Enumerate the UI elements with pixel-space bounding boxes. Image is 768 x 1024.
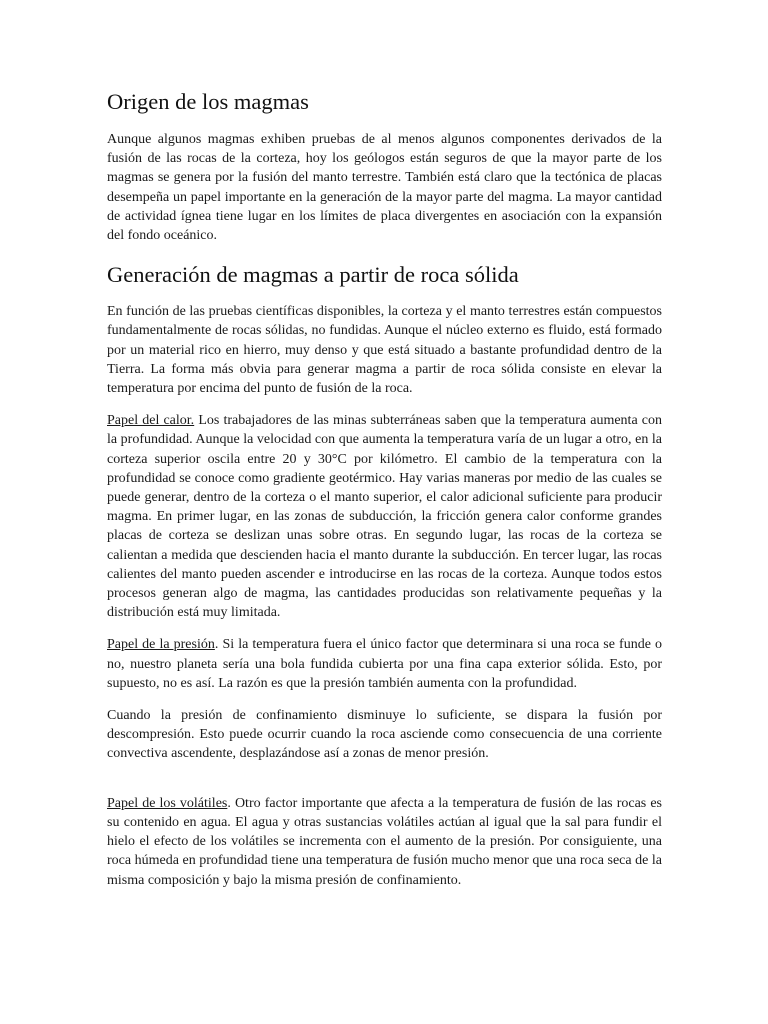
paragraph-intro: En función de las pruebas científicas disponibles, la corteza y el manto terrestres están compuestos fundamentalmente de rocas sólidas, no fundidas. Aunque el núcleo externo es fluido, está formado por un material rico en hierro, muy denso y que está situado a bastante profundidad dentro de la Tierra. La forma más obvia para generar magma a partir de roca sólida consiste en elevar la temperatura por encima del punto de fusión de la roca.: [107, 304, 662, 397]
label-papel-volatiles: Papel de los volátiles: [107, 795, 228, 811]
label-papel-presion: Papel de la presión: [107, 637, 215, 653]
document-page: [107, 88, 662, 890]
paragraph-papel-presion: [107, 635, 662, 693]
paragraph-papel-calor: [107, 411, 662, 622]
text-papel-volatiles: . Otro factor importante que afecta a la temperatura de fusión de las rocas es su contenido en agua. El agua y otras sustancias volátiles actúan al igual que la sal para fundir el hielo el efecto de los volátiles se incrementa con el aumento de la presión. Por consiguiente, una roca húmeda en profundidad tiene una temperatura de fusión mucho menor que una roca seca de la misma composición y bajo la misma presión de confinamiento.: [107, 795, 663, 888]
label-papel-calor: Papel del calor.: [107, 413, 195, 429]
text-papel-presion: . Si la temperatura fuera el único factor que determinara si una roca se funde o no, nuestro planeta sería una bola fundida cubierta por una fina capa exterior sólida. Esto, por supuesto, no es así. La razón es que la presión también aumenta con la profundidad.: [107, 637, 662, 691]
text-papel-calor: Los trabajadores de las minas subterráneas saben que la temperatura aumenta con la profundidad. Aunque la velocidad con que aumenta la temperatura varía de un lugar a otro, en la corteza superior oscila entre 20 y 30°C por kilómetro. El cambio de la temperatura con la profundidad se conoce como gradiente geotérmico. Hay varias maneras por medio de las cuales se puede generar, dentro de la corteza o el manto superior, el calor adicional suficiente para producir magma. En primer lugar, en las zonas de subducción, la fricción genera calor conforme grandes placas de corteza se deslizan unas sobre otras. En segundo lugar, las rocas de la corteza se calientan a medida que descienden hacia el manto durante la subducción. En tercer lugar, las rocas calientes del manto pueden ascender e introducirse en las rocas de la corteza. Aunque todos estos procesos generan algo de magma, las cantidades producidas son relativamente pequeñas y la distribución está muy limitada.: [107, 413, 662, 621]
paragraph-papel-volatiles: [107, 794, 662, 890]
paragraph-descompresion: Cuando la presión de confinamiento disminuye lo suficiente, se dispara la fusión por descompresión. Esto puede ocurrir cuando la roca asciende como consecuencia de una corriente convectiva ascendente, desplazándose así a zonas de menor presión.: [107, 708, 662, 762]
section-heading-generacion: Generación de magmas a partir de roca sólida: [107, 262, 519, 288]
section-heading-origen: Origen de los magmas: [107, 89, 309, 114]
paragraph-origen: Aunque algunos magmas exhiben pruebas de al menos algunos componentes derivados de la fusión de las rocas de la corteza, hoy los geólogos están seguros de que la mayor parte de los magmas se genera por la fusión del manto terrestre. También está claro que la tectónica de placas desempeña un papel importante en la generación de la mayor parte del magma. La mayor cantidad de actividad ígnea tiene lugar en los límites de placa divergentes en asociación con la expansión del fondo oceánico.: [107, 132, 662, 244]
